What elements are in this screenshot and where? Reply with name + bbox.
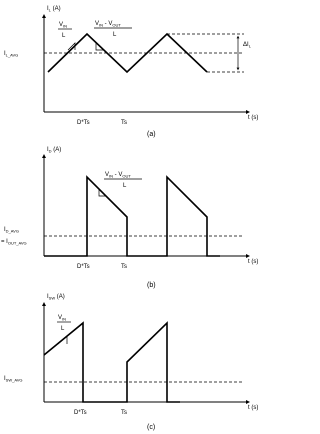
panel-c-slope-numerator: $V_{IN}$	[58, 315, 67, 322]
panel-c-average-label: $I_{SW\_AVG}$	[4, 376, 23, 383]
panel-a-average-label: $I_{L\_AVG}$	[4, 51, 19, 58]
panel-a-fall-slope-denominator: L	[113, 32, 117, 38]
panel-a-rise-slope-numerator: $V_{IN}$	[59, 22, 68, 29]
panel-c-slope-marker	[58, 336, 67, 344]
panel-c-slope-denominator: L	[61, 326, 65, 332]
panel-c-switch-waveform	[44, 323, 180, 402]
panel-c-tick-ts: Ts	[121, 410, 127, 416]
panel-a-y-label: $I_L$ (A)	[47, 6, 61, 13]
panel-b-y-label: $I_D$ (A)	[47, 147, 62, 154]
panel-a-tick-ts: Ts	[121, 120, 127, 126]
panel-a-rise-slope-denominator: L	[62, 33, 66, 39]
panel-a-ripple-label: $\Delta I_L$	[243, 42, 251, 49]
panel-b-average-label-2: = $I_{OUT\_AVG}$	[1, 239, 27, 246]
panel-b-slope-numerator: $V_{IN} - V_{OUT}$	[105, 172, 131, 179]
panel-c-switch-current	[4, 294, 258, 431]
panel-b-caption: (b)	[147, 282, 156, 289]
panel-c-x-label: t (s)	[248, 405, 259, 411]
panel-a-inductor-current	[4, 6, 258, 138]
panel-b-diode-current	[1, 147, 258, 289]
panel-c-tick-dts: D*Ts	[74, 410, 87, 416]
panel-a-caption: (a)	[147, 131, 156, 138]
panel-a-x-label: t (s)	[248, 115, 259, 121]
panel-b-diode-waveform	[44, 177, 220, 256]
panel-b-tick-dts: D*Ts	[77, 264, 90, 270]
panel-c-y-label: $I_{SW}$ (A)	[47, 294, 65, 301]
panel-c-caption: (c)	[147, 424, 156, 431]
panel-a-tick-dts: D*Ts	[77, 120, 90, 126]
panel-b-tick-ts: Ts	[121, 264, 127, 270]
panel-b-slope-denominator: L	[123, 183, 127, 189]
panel-b-average-label-1: $I_{D\_AVG}$	[4, 227, 19, 234]
panel-a-fall-slope-numerator: $V_{IN} - V_{OUT}$	[95, 21, 121, 28]
panel-b-x-label: t (s)	[248, 259, 259, 265]
